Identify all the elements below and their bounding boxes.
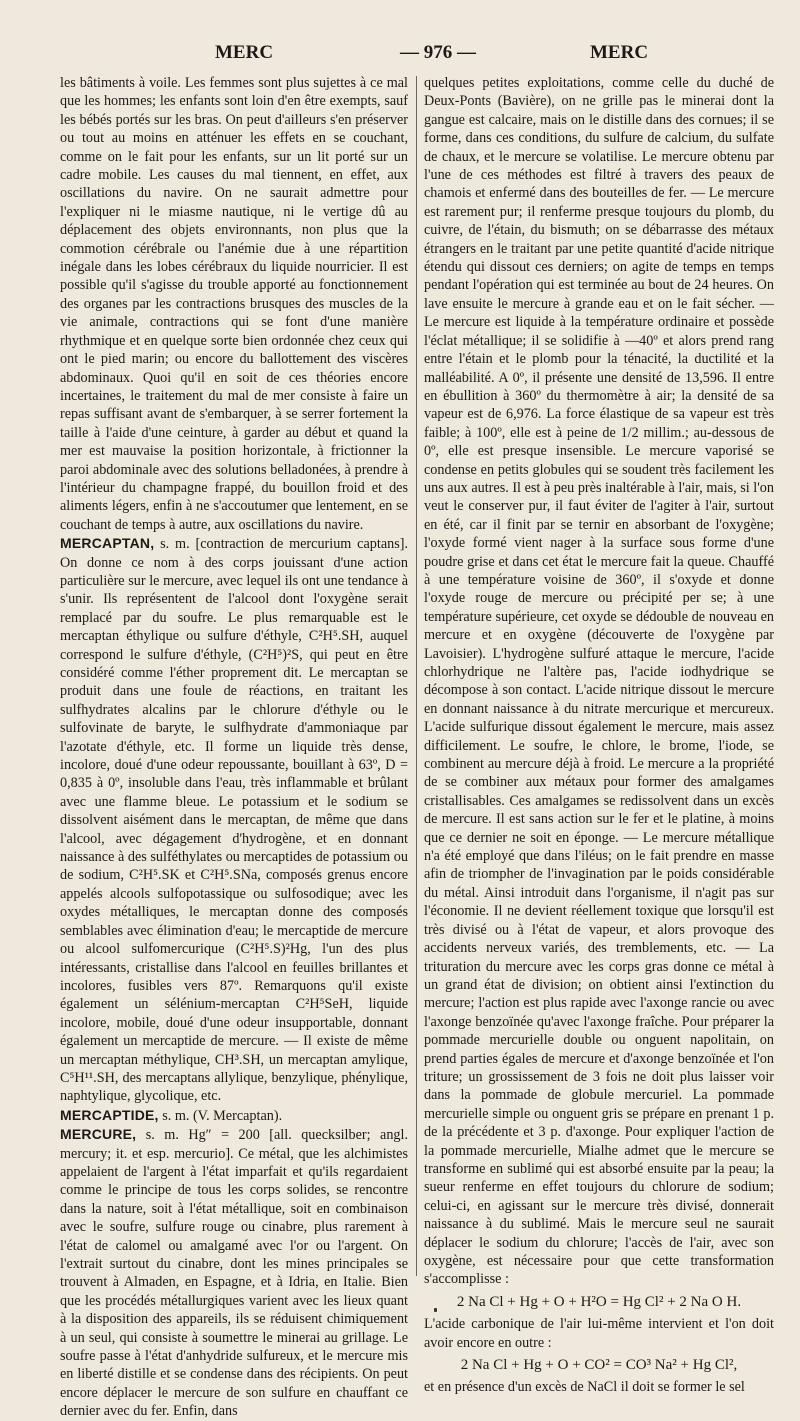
headword: MERCAPTIDE, <box>60 1106 159 1123</box>
formula-1: 2 Na Cl + Hg + O + H²O = Hg Cl² + 2 Na O H. <box>456 1293 742 1310</box>
formula-2: 2 Na Cl + Hg + O + CO² = CO³ Na² + Hg Cl², <box>460 1357 738 1374</box>
entry-mercaptan: MERCAPTAN, s. m. [contraction de mercurium captans]. On donne ce nom à des corps jouissant d'une action particulière sur le mercure, avec lequel ils ont une tendance à s'unir. Ils représentent de l'alcool dont l'oxygène serait remplacé par du soufre. Le plus remarquable est le mercaptan éthylique ou sulfure d'éthyle, C²H⁵.SH, auquel correspond le sulfure d'éthyle, (C²H⁵)²S, qui peut en être considéré comme l'éther proprement dit. Le mercaptan se produit dans une foule de réactions, en traitant les sulfhydrates alcalins par le chlorure d'éthyle ou le sulfovinate de baryte, le sulfhydrate d'ammoniaque par l'azotate d'éthyle, etc. Il forme un liquide très dense, incolore, doué d'une odeur repoussante, bouillant à 63º, D = 0,835 à 0º, insoluble dans l'eau, très inflammable et brûlant avec une flamme bleue. Le potassium et le sodium se dissolvent aisément dans le mercaptan, de même que dans l'alcool, avec dégagement d'hydrogène, et en donnant naissance à des sulféthylates ou mercaptides de potassium ou de sodium, C²H⁵.SK et C²H⁵.SNa, composés grenus encore appelés alcools sulfopotassique ou sulfosodique; avec les oxydes métalliques, le mercaptan donne des composés semblables avec élimination d'eau; le mercaptide de mercure ou alcool sulfomercurique (C²H⁵.S)²Hg, l'un des plus intéressants, cristallise dans l'alcool en feuilles brillantes et incolores, fusibles vers 87º. Remarquons qu'il existe également un sélénium-mercaptan C²H⁵SeH, liquide incolore, mobile, doué d'une odeur insupportable, donnant également un mercaptide de mercure. — Il existe de même un mercaptan méthylique, CH³.SH, un mercaptan amylique, C⁵H¹¹.SH, des mercaptans allylique, benzylique, phénylique, naphtylique, glycolique, etc. <box>60 535 408 1105</box>
entry-mal-de-mer-continued: les bâtiments à voile. Les femmes sont plus sujettes à ce mal que les hommes; les enfants sont loin d'en être exempts, sauf les bébés portés sur les bras. On peut d'ailleurs s'en préserver ou tout au moins en atténuer les effets en se couchant, comme on le fait pour les enfants, sur un lit porté sur un cadre mobile. Les causes du mal tiennent, en effet, aux oscillations du navire. On ne saurait admettre pour l'expliquer ni le miasme nautique, ni le vertige dû au déplacement des objets environnants, non plus que la commotion cérébrale ou l'anémie due à une répartition inégale dans les lobes cérébraux du liquide nourricier. Il est possible qu'il s'agisse du trouble apporté au fonctionnement des organes par les contractions brusques des muscles de la vie animale, contractions qui se font d'une manière rhythmique et en quelque sorte bien ordonnée chez ceux qui ont le pied marin; ou encore du ballottement des viscères abdominaux. Quoi qu'il en soit de ces théories encore incertaines, le traitement du mal de mer consiste à faire un repas suffisant avant de s'embarquer, à se serrer fortement la taille à l'aide d'une ceinture, à garder au début et quand la mer est mauvaise la position horizontale, à frictionner la paroi abdominale avec des solutions belladonées, à prendre à l'intérieur du champagne frappé, du bouillon froid et des aliments légers, enfin à ne s'accoutumer que lentement, en se couchant de temps à autre, aux oscillations du navire. <box>60 75 408 533</box>
headword: MERCURE, <box>60 1126 137 1143</box>
headword: MERCAPTAN, <box>60 535 155 552</box>
entry-mercure: MERCURE, s. m. Hg″ = 200 [all. quecksilber; angl. mercury; it. et esp. mercurio]. Ce métal, que les alchimistes appelaient de l'argent à l'état imparfait et qu'ils regardaient comme le principe de tous les corps solides, se rencontre dans la nature, soit à l'état métallique, soit en combinaison avec le soufre, sulfure rouge ou cinabre, plus rarement à l'état de calomel ou amalgamé avec l'or ou l'argent. On l'extrait surtout du cinabre, dont les mines principales se trouvent à Almaden, en Espagne, et à Idria, en Italie. Bien que les procédés métallurgiques varient avec les lieux quant à la disposition des appareils, ils se réduisent chimiquement à un seul, qui consiste à soumettre le minerai au grillage. Le soufre passe à l'état d'anhydride sulfureux, et le mercure mis en liberté distille et se condense dans des récipients. On peut encore déplacer le mercure de son sulfure en chauffant ce dernier avec du fer. Enfin, dans <box>60 1126 408 1420</box>
ink-mark <box>434 1308 437 1312</box>
formula-intro: L'acide carbonique de l'air lui-même intervient et l'on doit avoir encore en outre : <box>424 1316 774 1351</box>
running-header <box>60 42 760 72</box>
column-divider <box>416 76 417 1276</box>
closing-line: et en présence d'un excès de NaCl il doit se former le sel <box>424 1379 745 1396</box>
right-column <box>424 74 774 1396</box>
entry-mercaptide: MERCAPTIDE, s. m. (V. Mercaptan). <box>60 1106 283 1124</box>
page-number: — 976 — <box>400 42 476 63</box>
header-right-word: MERC <box>590 42 649 63</box>
left-column <box>60 74 408 1420</box>
header-left-word: MERC <box>215 42 274 63</box>
entry-mercure-continued: quelques petites exploitations, comme celle du duché de Deux-Ponts (Bavière), on ne grille pas le minerai dont la gangue est calcaire, mais on le distille dans des cornues; il se forme, dans ces conditions, du sulfure de calcium, du sulfate de chaux, et le mercure se volatilise. Le mercure obtenu par l'une de ces méthodes est filtré à travers des peaux de chamois et enfermé dans des bouteilles de fer. — Le mercure est rarement pur; il renferme presque toujours du plomb, du cuivre, de l'étain, du bismuth; on se débarrasse des métaux étrangers en le traitant par une petite quantité d'acide nitrique étendu qui dissout ces derniers; on agite de temps en temps pendant l'opération qui est terminée au bout de 24 heures. On lave ensuite le mercure à grande eau et on le fait sécher. — Le mercure est liquide à la température ordinaire et possède l'éclat métallique; il se solidifie à —40º et alors prend rang entre l'étain et le plomb pour la ténacité, la ductilité et la malléabilité. A 0º, il présente une densité de 13,596. Il entre en ébullition à 360º du thermomètre à air; la densité de sa vapeur est de 6,976. La force élastique de sa vapeur est très faible; à 100º, elle est à peine de 1/2 millim.; au-dessous de 0º, elle est presque insensible. Le mercure vaporisé se condense en petits globules qui se soudent très facilement les uns aux autres. Il est à peu près inaltérable à l'air, mais, si l'on veut le conserver pur, il faut éviter de l'agiter à l'air, surtout en été, car il finit par se ternir en absorbant de l'oxygène; l'oxyde formé vient nager à la surface sous forme d'une poudre grise et dans cet état le mercure fait la queue. Chauffé à une température voisine de 360º, il s'oxyde et donne l'oxyde rouge de mercure ou précipité per se; à une température supérieure, cet oxyde se dédouble de nouveau en mercure et en oxygène (découverte de l'oxygène par Lavoisier). L'hydrogène sulfuré attaque le mercure, l'acide chlorhydrique ne l'altère pas, l'acide iodhydrique se décompose à son contact. L'acide nitrique dissout le mercure en donnant naissance à du nitrate mercurique et mercureux. L'acide sulfurique dissout également le mercure, mais assez difficilement. Le soufre, le chlore, le brome, l'iode, se combinent au mercure déjà à froid. Le mercure a la propriété de se combiner aux métaux pour former des amalgames cristallisables. Ces amalgames se redissolvent dans un excès de mercure. Il est sans action sur le fer et le platine, à moins que ce dernier ne soit en éponge. — Le mercure métallique n'a été employé que dans l'iléus; on le fait prendre en masse afin de triompher de l'invagination par le poids considérable du métal. Ainsi introduit dans l'organisme, il n'agit pas sur l'économie. Il ne devient réellement toxique que lorsqu'il est très divisé ou à l'état de vapeur, et alors provoque des accidents nerveux variés, des tremblements, etc. — La trituration du mercure avec les corps gras donne ce métal à un grand état de division; on obtient ainsi l'extinction du mercure; l'action est plus rapide avec l'axonge rancie ou avec l'axonge benzoïnée qu'avec l'axonge fraîche. Pour préparer la pommade mercurielle double ou onguent napolitain, on prend parties égales de mercure et d'axonge benzoïnée et l'on triture; un grossissement de 3 fois ne doit plus laisser voir dans la pommade de globule mercuriel. La pommade mercurielle simple ou onguent gris se prépare en prenant 1 p. de la précédente et 3 p. d'axonge. Pour expliquer l'action de la pommade mercurielle, Mialhe admet que le mercure se transforme en sublimé qui est absorbé ensuite par la peau; la sueur renferme en effet toujours du chlorure de sodium; celui-ci, en agissant sur le mercure très divisé, donnerait naissance à du sublimé. Mais le mercure seul ne saurait déplacer le sodium du chlorure; l'accès de l'air, avec son oxygène, est nécessaire pour que cette transformation s'accomplisse : <box>424 75 774 1288</box>
